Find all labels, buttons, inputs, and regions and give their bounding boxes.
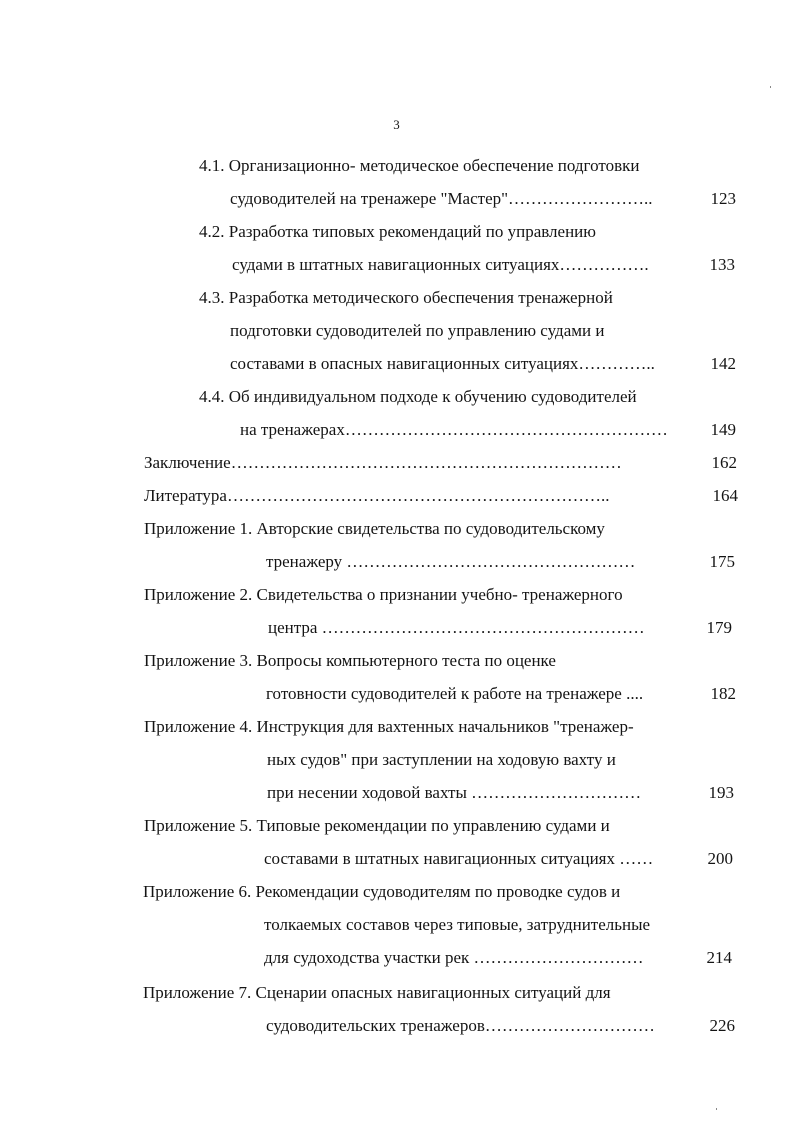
toc-entry-title: Литература………………………………………………………….. [144, 486, 610, 505]
toc-page-number: 182 [710, 684, 736, 703]
toc-entry-title: 4.2. Разработка типовых рекомендаций по управлению [199, 222, 596, 241]
toc-entry-title: Приложение 1. Авторские свидетельства по судоводительскому [144, 519, 605, 538]
toc-page-number: 226 [709, 1016, 735, 1035]
toc-entry-title: 4.4. Об индивидуальном подходе к обучению судоводителей [199, 387, 637, 406]
toc-entry-title-continued: составами в штатных навигационных ситуациях …… [264, 849, 654, 868]
toc-entry-title-continued: готовности судоводителей к работе на тренажере .... [266, 684, 644, 703]
toc-entry-title-continued: подготовки судоводителей по управлению судами и [230, 321, 605, 340]
toc-entry-title-continued: составами в опасных навигационных ситуациях………….. [230, 354, 655, 373]
toc-page-number: 123 [710, 189, 736, 208]
toc-entry-title: 4.3. Разработка методического обеспечения тренажерной [199, 288, 613, 307]
toc-entry-title: 4.1. Организационно- методическое обеспечение подготовки [199, 156, 640, 175]
toc-page-number: 179 [706, 618, 732, 637]
toc-entry-title-continued: судоводительских тренажеров………………………… [266, 1016, 655, 1035]
toc-page-number: 193 [708, 783, 734, 802]
scan-speck [770, 86, 771, 88]
toc-entry-title-continued: судами в штатных навигационных ситуациях……………. [232, 255, 649, 274]
toc-entry-title: Приложение 7. Сценарии опасных навигационных ситуаций для [143, 983, 611, 1002]
toc-page-number: 133 [709, 255, 735, 274]
toc-entry-title-continued: тренажеру …………………………………………… [266, 552, 636, 571]
toc-entry-title: Заключение…………………………………………………………… [144, 453, 622, 472]
toc-page-number: 162 [711, 453, 737, 472]
toc-page-number: 149 [710, 420, 736, 439]
toc-page-number: 175 [709, 552, 735, 571]
toc-page-number: 142 [710, 354, 736, 373]
toc-entry-title-continued: судоводителей на тренажере "Мастер"…………………….. [230, 189, 653, 208]
toc-page-number: 200 [707, 849, 733, 868]
toc-entry-title-continued: при несении ходовой вахты ………………………… [267, 783, 642, 802]
toc-entry-title-continued: на тренажерах………………………………………………… [240, 420, 668, 439]
scan-speck [716, 1108, 717, 1110]
toc-entry-title-continued: толкаемых составов через типовые, затруднительные [264, 915, 651, 934]
toc-entry-title: Приложение 3. Вопросы компьютерного теста по оценке [144, 651, 556, 670]
toc-page-number: 164 [712, 486, 738, 505]
toc-page-number: 214 [706, 948, 732, 967]
page-number: 3 [393, 117, 400, 132]
toc-entry-title: Приложение 4. Инструкция для вахтенных начальников "тренажер- [144, 717, 634, 736]
toc-entry-title: Приложение 2. Свидетельства о признании учебно- тренажерного [144, 585, 623, 604]
toc-entry-title-continued: центра ………………………………………………… [268, 618, 645, 637]
toc-entry-title: Приложение 5. Типовые рекомендации по управлению судами и [144, 816, 610, 835]
toc-entry-title: Приложение 6. Рекомендации судоводителям по проводке судов и [143, 882, 621, 901]
toc-entry-title-continued: для судоходства участки рек ………………………… [264, 948, 644, 967]
toc-entry-title-continued: ных судов" при заступлении на ходовую вахту и [267, 750, 616, 769]
